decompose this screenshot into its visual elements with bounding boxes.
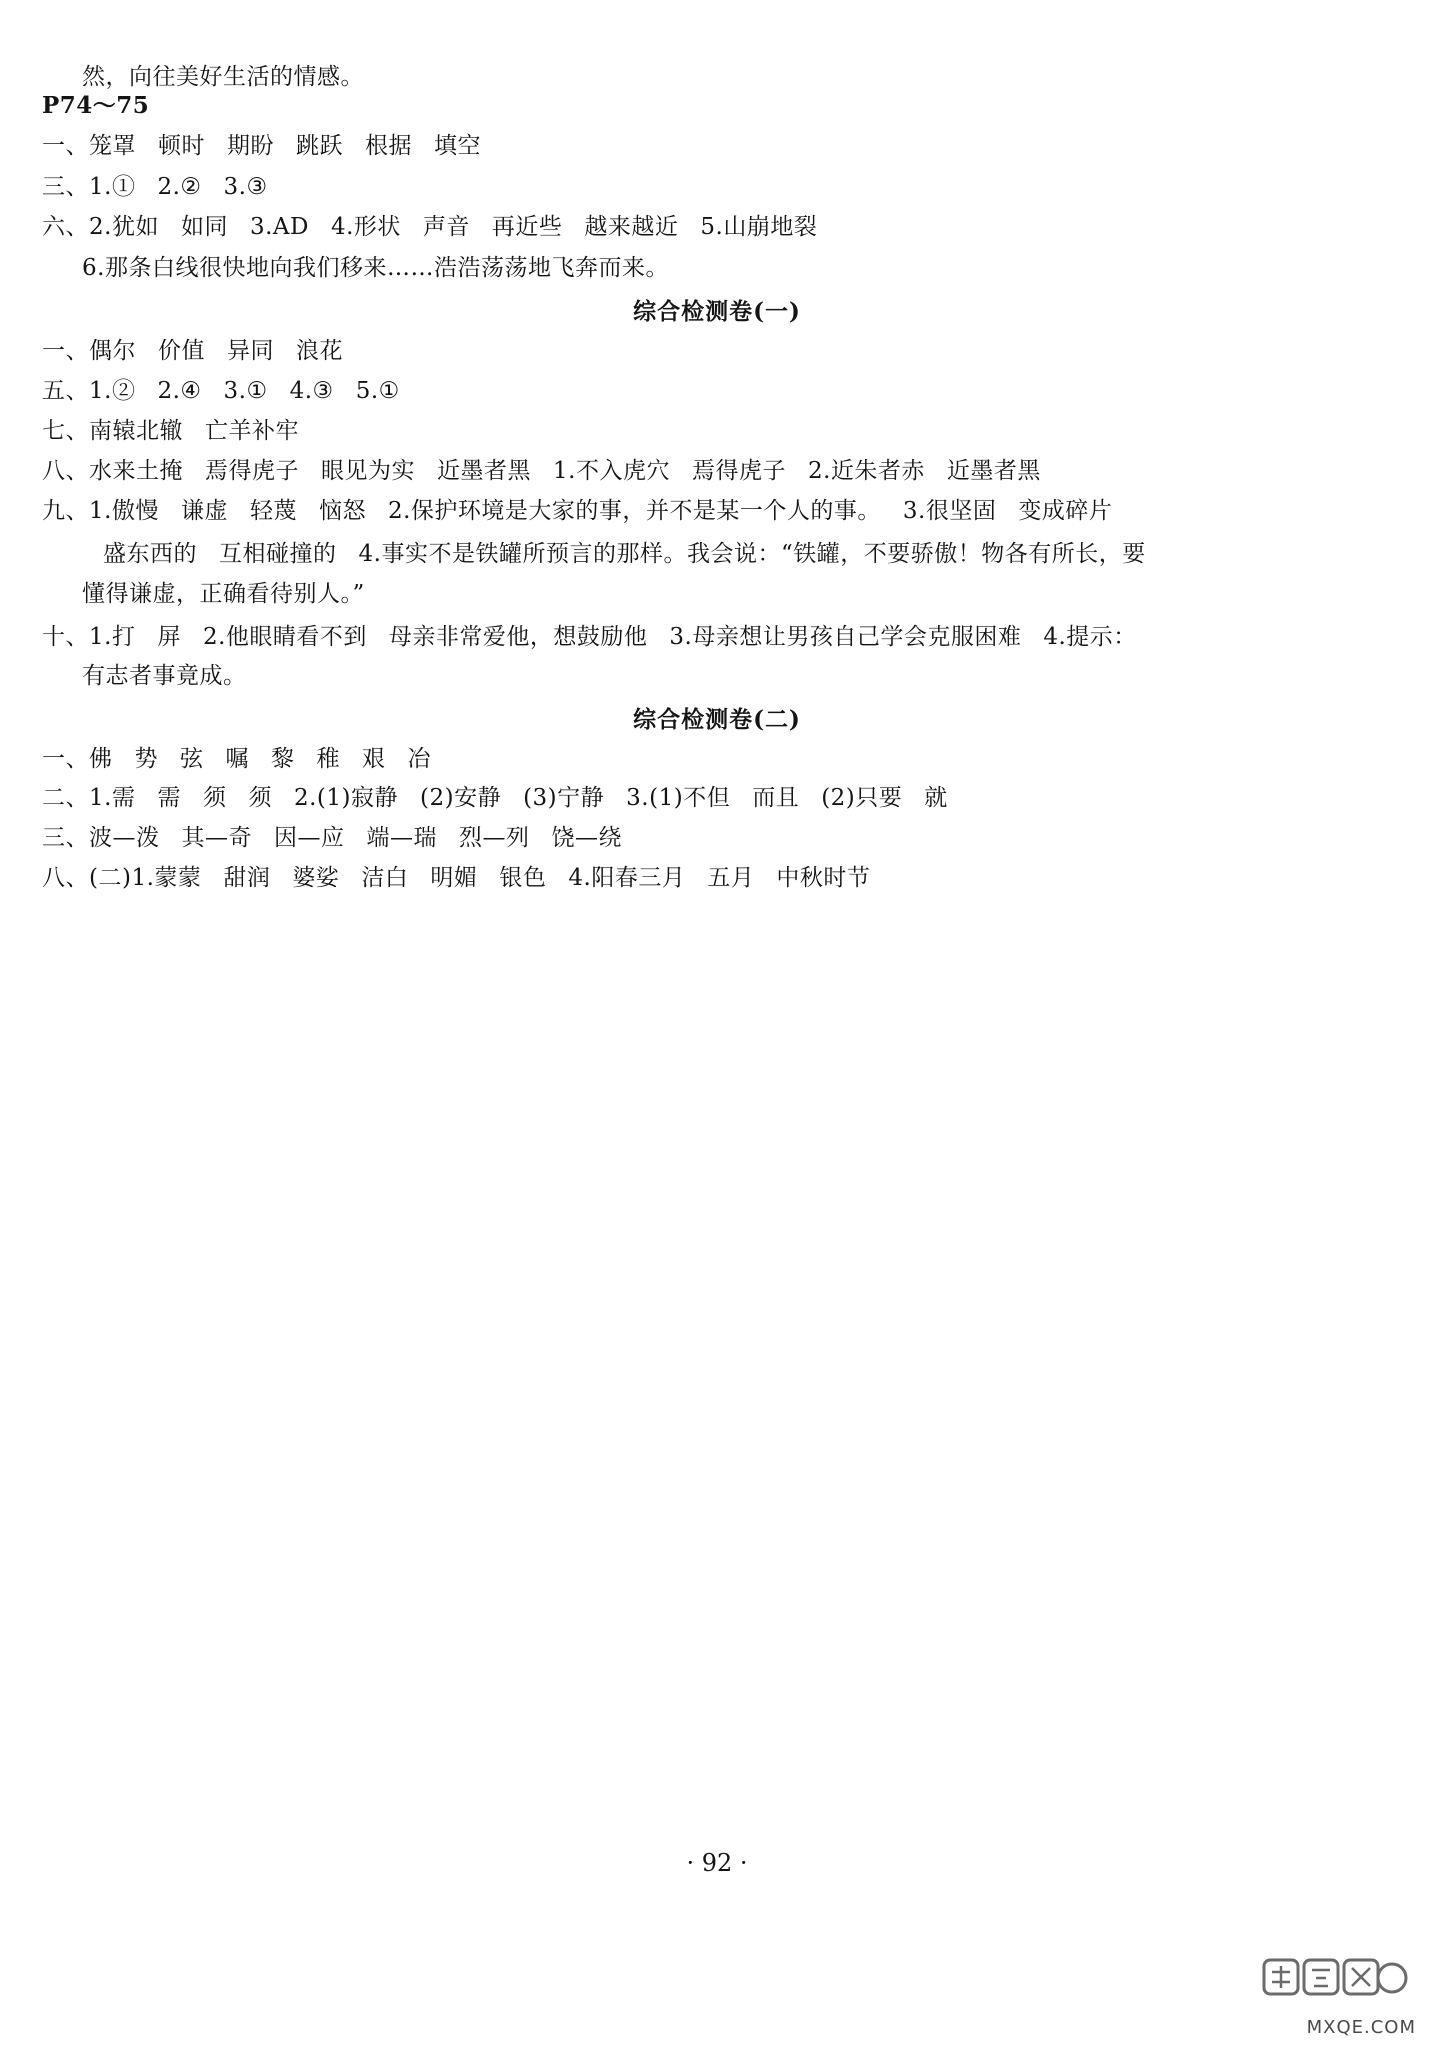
- answer-item: 七、南辕北辙: [42, 418, 183, 444]
- answer-item: (2)只要: [821, 785, 903, 811]
- answer-item: 焉得虎子: [691, 458, 786, 484]
- answer-item: 跳跃: [296, 133, 343, 159]
- answer-line-10: [42, 456, 1063, 486]
- answer-item: 烈—列: [459, 825, 530, 851]
- answer-item: 需: [157, 785, 181, 811]
- answer-item: 就: [924, 785, 948, 811]
- answer-item: 甜润: [223, 865, 271, 891]
- answer-item: 一、佛: [42, 746, 113, 772]
- answer-item: 须: [202, 785, 227, 811]
- answer-item: 价值: [158, 338, 205, 364]
- answer-item: 恼怒: [318, 498, 366, 524]
- answer-item: 4.事实不是铁罐所预言的那样。我会说：“铁罐，不要骄傲！物各有所长，要: [358, 541, 1146, 567]
- answer-item: 明媚: [430, 865, 478, 891]
- answer-line-15: 有志者事竟成。: [82, 663, 247, 689]
- answer-item: 5.山崩地裂: [700, 214, 818, 240]
- answer-item: 亡羊补牢: [205, 418, 299, 444]
- answer-item: 3.(1)不但: [626, 785, 731, 811]
- answer-item: 互相碰撞的: [219, 541, 337, 567]
- answer-logo-icon: [1260, 1952, 1410, 2012]
- answer-item: 4.③: [289, 378, 334, 404]
- answer-item: 2.②: [157, 174, 202, 200]
- answer-item: 2.近朱者赤: [807, 458, 925, 484]
- answer-item: 期盼: [227, 133, 274, 159]
- answer-item: 4.形状: [330, 214, 401, 240]
- answer-item: 中秋时节: [776, 865, 871, 891]
- answer-item: 变成碎片: [1018, 498, 1113, 524]
- answer-line-18: [42, 823, 644, 853]
- answer-item: 屏: [157, 624, 181, 650]
- answer-item: 其—奇: [181, 825, 252, 851]
- answer-item: 须: [248, 785, 272, 811]
- answer-item: 3.③: [223, 174, 268, 200]
- answer-item: 婆娑: [292, 865, 340, 891]
- site-watermark: [1206, 1952, 1416, 2038]
- answer-item: 嘱: [225, 746, 249, 772]
- answer-item: 洁白: [361, 865, 409, 891]
- answer-item: 稚: [316, 746, 340, 772]
- answer-line-7: [42, 336, 365, 366]
- answer-item: 一、偶尔: [42, 338, 136, 364]
- answer-item: 二、1.需: [42, 785, 136, 811]
- answer-line-6: 6.那条白线很快地向我们移来……浩浩荡荡地飞奔而来。: [82, 255, 669, 281]
- answer-item: 盛东西的: [103, 541, 197, 567]
- answer-item: 焉得虎子: [205, 458, 299, 484]
- answer-item: 浪花: [296, 338, 343, 364]
- answer-item: 根据: [365, 133, 412, 159]
- answer-item: 填空: [434, 133, 481, 159]
- answer-item: 1.不入虎穴: [553, 458, 670, 484]
- answer-item: 3.①: [223, 378, 268, 404]
- answer-item: 三、波—泼: [42, 825, 160, 851]
- answer-item: 三、1.①: [42, 174, 136, 200]
- answer-item: 八、(二)1.蒙蒙: [42, 865, 202, 891]
- answer-item: 势: [134, 746, 158, 772]
- answer-item: 银色: [499, 865, 547, 891]
- answer-item: 4.阳春三月: [568, 865, 686, 891]
- answer-item: (2)安静: [419, 785, 502, 811]
- answer-item: 如同: [180, 214, 228, 240]
- answer-item: (3)宁静: [523, 785, 605, 811]
- answer-item: 而且: [752, 785, 800, 811]
- page-number: · 92 ·: [686, 1849, 748, 1877]
- answer-line-8: [42, 376, 422, 406]
- answer-item: 一、笼罩: [42, 133, 136, 159]
- answer-item: 因—应: [274, 825, 345, 851]
- answer-item: 五月: [707, 865, 755, 891]
- section-heading-2: 综合检测卷(二): [633, 706, 801, 733]
- answer-line-4: [42, 172, 290, 202]
- answer-item: 近墨者黑: [437, 458, 531, 484]
- answer-item: 3.AD: [249, 214, 309, 240]
- answer-line-14: [42, 622, 1159, 652]
- answer-item: 九、1.傲慢: [42, 498, 159, 524]
- answer-line-16: [42, 744, 453, 774]
- answer-item: 近墨者黑: [946, 458, 1041, 484]
- answer-item: 再近些: [491, 214, 563, 240]
- answer-item: 谦虚: [180, 498, 228, 524]
- answer-item: 2.(1)寂静: [293, 785, 398, 811]
- answer-item: 2.他眼睛看不到: [202, 624, 367, 650]
- answer-item: 顿时: [158, 133, 205, 159]
- answer-item: 2.保护环境是大家的事，并不是某一个人的事。: [387, 498, 881, 524]
- answer-line-3: [42, 131, 503, 161]
- answer-item: 端—瑞: [366, 825, 437, 851]
- answer-item: 母亲非常爱他，想鼓励他: [388, 624, 648, 650]
- answer-item: 5.①: [355, 378, 400, 404]
- answer-item: 越来越近: [584, 214, 679, 240]
- answer-line-13: 懂得谦虚，正确看待别人。”: [82, 581, 365, 607]
- answer-line-11: [42, 496, 1134, 526]
- answer-item: 五、1.②: [42, 378, 136, 404]
- answer-line-9: [42, 416, 321, 446]
- answer-item: 艰: [362, 746, 386, 772]
- section-heading-1: 综合检测卷(一): [633, 298, 801, 325]
- answer-item: 声音: [422, 214, 470, 240]
- answer-item: 3.很坚固: [902, 498, 997, 524]
- watermark-text: MXQE.COM: [1306, 2017, 1416, 2038]
- text-line-1: 然，向往美好生活的情感。: [82, 64, 364, 90]
- answer-line-5: [42, 212, 839, 242]
- answer-item: 异同: [227, 338, 274, 364]
- answer-line-19: [42, 863, 892, 893]
- answer-item: 眼见为实: [321, 458, 415, 484]
- answer-item: 4.提示：: [1043, 624, 1137, 650]
- answer-item: 黎: [271, 746, 295, 772]
- answer-line-12: [103, 539, 1168, 569]
- answer-item: 弦: [180, 746, 204, 772]
- answer-item: 十、1.打: [42, 624, 136, 650]
- answer-item: 八、水来土掩: [42, 458, 183, 484]
- answer-item: 六、2.犹如: [42, 214, 159, 240]
- answer-line-17: [42, 783, 970, 813]
- answer-item: 3.母亲想让男孩自己学会克服困难: [669, 624, 1022, 650]
- section-label-p74-75: P74～75: [42, 92, 150, 119]
- answer-item: 饶—绕: [551, 825, 622, 851]
- answer-item: 2.④: [157, 378, 202, 404]
- answer-item: 轻蔑: [249, 498, 297, 524]
- answer-item: 冶: [407, 746, 431, 772]
